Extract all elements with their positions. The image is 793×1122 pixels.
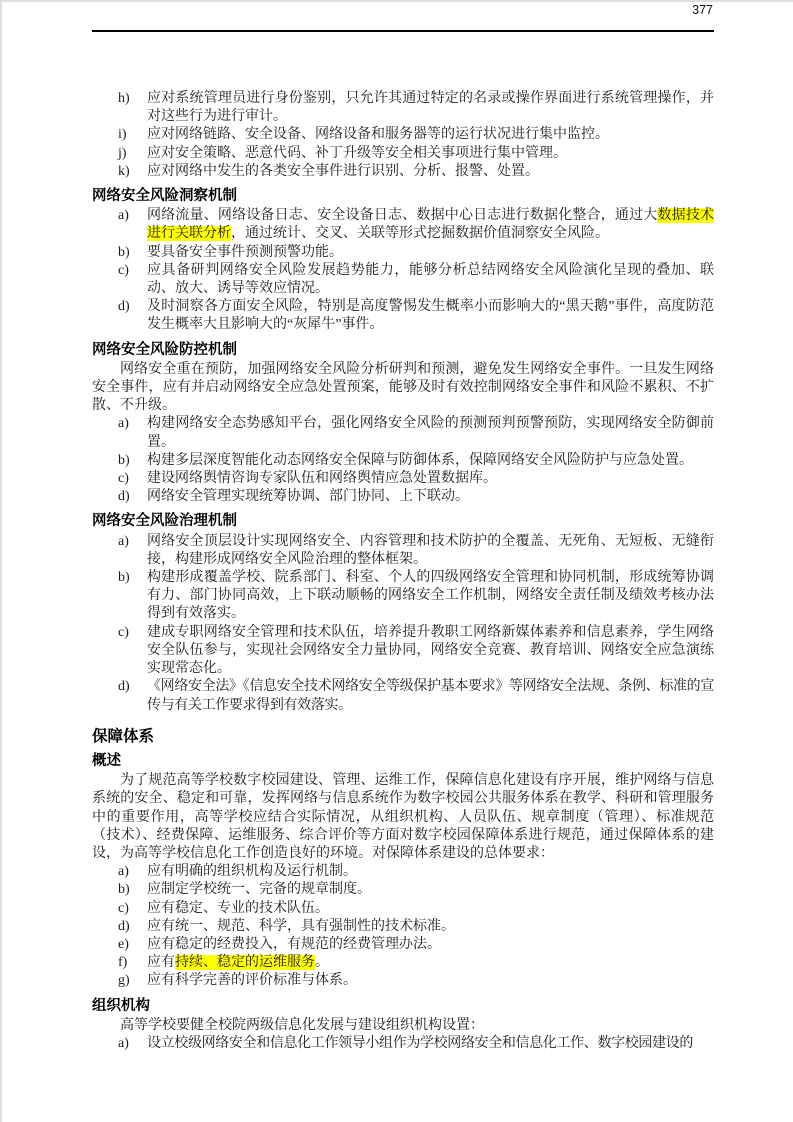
item-marker: a) (118, 1035, 129, 1051)
item-marker: b) (118, 244, 130, 260)
highlighted-text: 持续、稳定的运维服务 (175, 955, 315, 971)
section-heading-prevention: 网络安全风险防控机制 (92, 341, 237, 358)
list-item (92, 569, 714, 624)
item-marker: k) (118, 163, 130, 179)
item-text: 应有统一、规范、科学，具有强制性的技术标准。 (147, 918, 455, 934)
item-text: 《网络安全法》《信息安全技术网络安全等级保护基本要求》等网络安全法规、条例、标准的宣传与有关工作要求得到有效落实。 (147, 679, 714, 713)
section-heading-organization: 组织机构 (92, 997, 150, 1014)
item-text: 应对系统管理员进行身份鉴别，只允许其通过特定的名录或操作界面进行系统管理操作，并对这些行为进行审计。 (147, 91, 714, 125)
text-segment: ，通过统计、交叉、关联等形式挖掘数据价值洞察安全风险。 (231, 226, 609, 242)
item-marker: c) (118, 262, 129, 278)
item-marker: a) (118, 208, 129, 224)
item-text (147, 955, 329, 970)
item-marker: b) (118, 570, 130, 586)
item-marker: b) (118, 452, 130, 468)
list-hk (92, 90, 714, 181)
item-text: 建设网络舆情咨询专家队伍和网络舆情应急处置数据库。 (147, 471, 497, 487)
list-item (92, 918, 714, 936)
list-item (92, 126, 714, 144)
item-marker: e) (118, 936, 129, 952)
item-text: 应对网络中发生的各类安全事件进行识别、分析、报警、处置。 (147, 163, 539, 179)
list-item (92, 262, 714, 298)
list-item (92, 298, 714, 334)
text-segment: 应有 (147, 955, 175, 971)
item-text: 及时洞察各方面安全风险，特别是高度警惕发生概率小而影响大的“黑天鹅”事件，高度防范发生概率大且影响大的“灰犀牛”事件。 (147, 299, 714, 333)
item-marker: b) (118, 882, 130, 898)
item-text: 要具备安全事件预测预警功能。 (147, 244, 343, 260)
paragraph-organization: 高等学校要健全校院两级信息化发展与建设组织机构设置： (120, 1017, 484, 1033)
list-item (92, 863, 714, 881)
item-text: 构建网络安全态势感知平台，强化网络安全风险的预测预判预警预防，实现网络安全防御前置。 (147, 416, 714, 450)
page-content (92, 90, 714, 1053)
item-text: 网络安全管理实现统筹协调、部门协同、上下联动。 (147, 489, 469, 505)
item-marker: j) (118, 145, 127, 161)
list-item (92, 145, 714, 163)
item-text: 应有稳定的经费投入，有规范的经费管理办法。 (147, 936, 441, 952)
item-marker: g) (118, 973, 130, 989)
list-item (92, 881, 714, 899)
list-item (92, 488, 714, 506)
list-item (92, 470, 714, 488)
list-item (92, 954, 714, 972)
item-marker: i) (118, 127, 127, 143)
list-overview (92, 863, 714, 990)
chapter-heading-support: 保障体系 (92, 727, 155, 745)
item-marker: a) (118, 533, 129, 549)
list-item (92, 936, 714, 954)
item-text: 设立校级网络安全和信息化工作领导小组作为学校网络安全和信息化工作、数字校园建设的 (147, 1035, 693, 1051)
item-text: 应对网络链路、安全设备、网络设备和服务器等的运行状况进行集中监控。 (147, 127, 609, 143)
item-marker: h) (118, 91, 130, 106)
list-item (92, 972, 714, 990)
list-item (92, 1035, 714, 1053)
item-text: 应具备研判网络安全风险发展趋势能力，能够分析总结网络安全风险演化呈现的叠加、联动、放大、诱导等效应情况。 (147, 262, 714, 297)
item-marker: c) (118, 624, 129, 640)
item-text: 应有科学完善的评价标准与体系。 (147, 973, 357, 989)
list-prevention (92, 415, 714, 506)
page-number: 377 (692, 3, 713, 17)
item-marker: d) (118, 299, 130, 315)
list-item (92, 415, 714, 451)
list-insight (92, 207, 714, 334)
paragraph-overview: 为了规范高等学校数字校园建设、管理、运维工作，保障信息化建设有序开展，维护网络与信息系统的安全、稳定和可靠，发挥网络与信息系统作为数字校园公共服务体系在教学、科研和管理服务中的重要作用，高等学校应结合实际情况，从组织机构、人员队伍、规章制度（管理）、标准规范（技术）、经费保障、运维服务、综合评价等方面对数字校园保障体系进行规范，通过保障体系的建设，为高等学校信息化工作创造良好的环境。对保障体系建设的总体要求： (92, 773, 714, 861)
item-marker: c) (118, 900, 129, 916)
item-text: 应制定学校统一、完备的规章制度。 (147, 882, 371, 898)
item-marker: d) (118, 489, 130, 505)
item-marker: a) (118, 416, 129, 432)
item-text (147, 208, 714, 241)
text-segment: 网络流量、网络设备日志、安全设备日志、数据中心日志进行数据化整合，通过大 (147, 208, 658, 224)
item-text: 建成专职网络安全管理和技术队伍，培养提升教职工网络新媒体素养和信息素养，学生网络安全队伍参与，实现社会网络安全力量协同，网络安全竞赛、教育培训、网络安全应急演练实现常态化。 (147, 624, 714, 677)
item-marker: d) (118, 918, 130, 934)
list-item (92, 244, 714, 262)
item-text: 构建多层深度智能化动态网络安全保障与防御体系，保障网络安全风险防护与应急处置。 (147, 452, 693, 468)
item-marker: a) (118, 864, 129, 880)
item-text: 应有稳定、专业的技术队伍。 (147, 900, 329, 916)
section-heading-overview: 概述 (92, 752, 121, 769)
item-text: 构建形成覆盖学校、院系部门、科室、个人的四级网络安全管理和协同机制，形成统筹协调有力、部门协同高效，上下联动顺畅的网络安全工作机制，网络安全责任制及绩效考核办法得到有效落实。 (147, 570, 714, 622)
section-heading-governance: 网络安全风险治理机制 (92, 513, 237, 530)
list-item (92, 533, 714, 569)
paragraph-prevention: 网络安全重在预防，加强网络安全风险分析研判和预测，避免发生网络安全事件。一旦发生网络安全事件，应有并启动网络安全应急处置预案，能够及时有效控制网络安全事件和风险不累积、不扩散、不升级。 (92, 361, 714, 414)
text-segment: 。 (315, 955, 329, 971)
item-text: 应对安全策略、恶意代码、补丁升级等安全相关事项进行集中管理。 (147, 145, 567, 161)
list-governance (92, 533, 714, 715)
list-organization (92, 1035, 714, 1053)
section-heading-insight: 网络安全风险洞察机制 (92, 188, 237, 205)
item-marker: c) (118, 471, 129, 487)
item-text: 网络安全顶层设计实现网络安全、内容管理和技术防护的全覆盖、无死角、无短板、无缝衔接，构建形成网络安全风险治理的整体框架。 (147, 533, 714, 567)
list-item (92, 207, 714, 243)
list-item (92, 900, 714, 918)
list-item (92, 90, 714, 126)
header-rule (92, 30, 714, 32)
item-marker: d) (118, 679, 130, 695)
item-text: 应有明确的组织机构及运行机制。 (147, 864, 357, 880)
item-marker: f) (118, 955, 128, 971)
list-item (92, 163, 714, 181)
list-item (92, 678, 714, 714)
list-item (92, 624, 714, 679)
list-item (92, 452, 714, 470)
highlighted-text: 数据技术进行关联分析 (147, 208, 715, 242)
